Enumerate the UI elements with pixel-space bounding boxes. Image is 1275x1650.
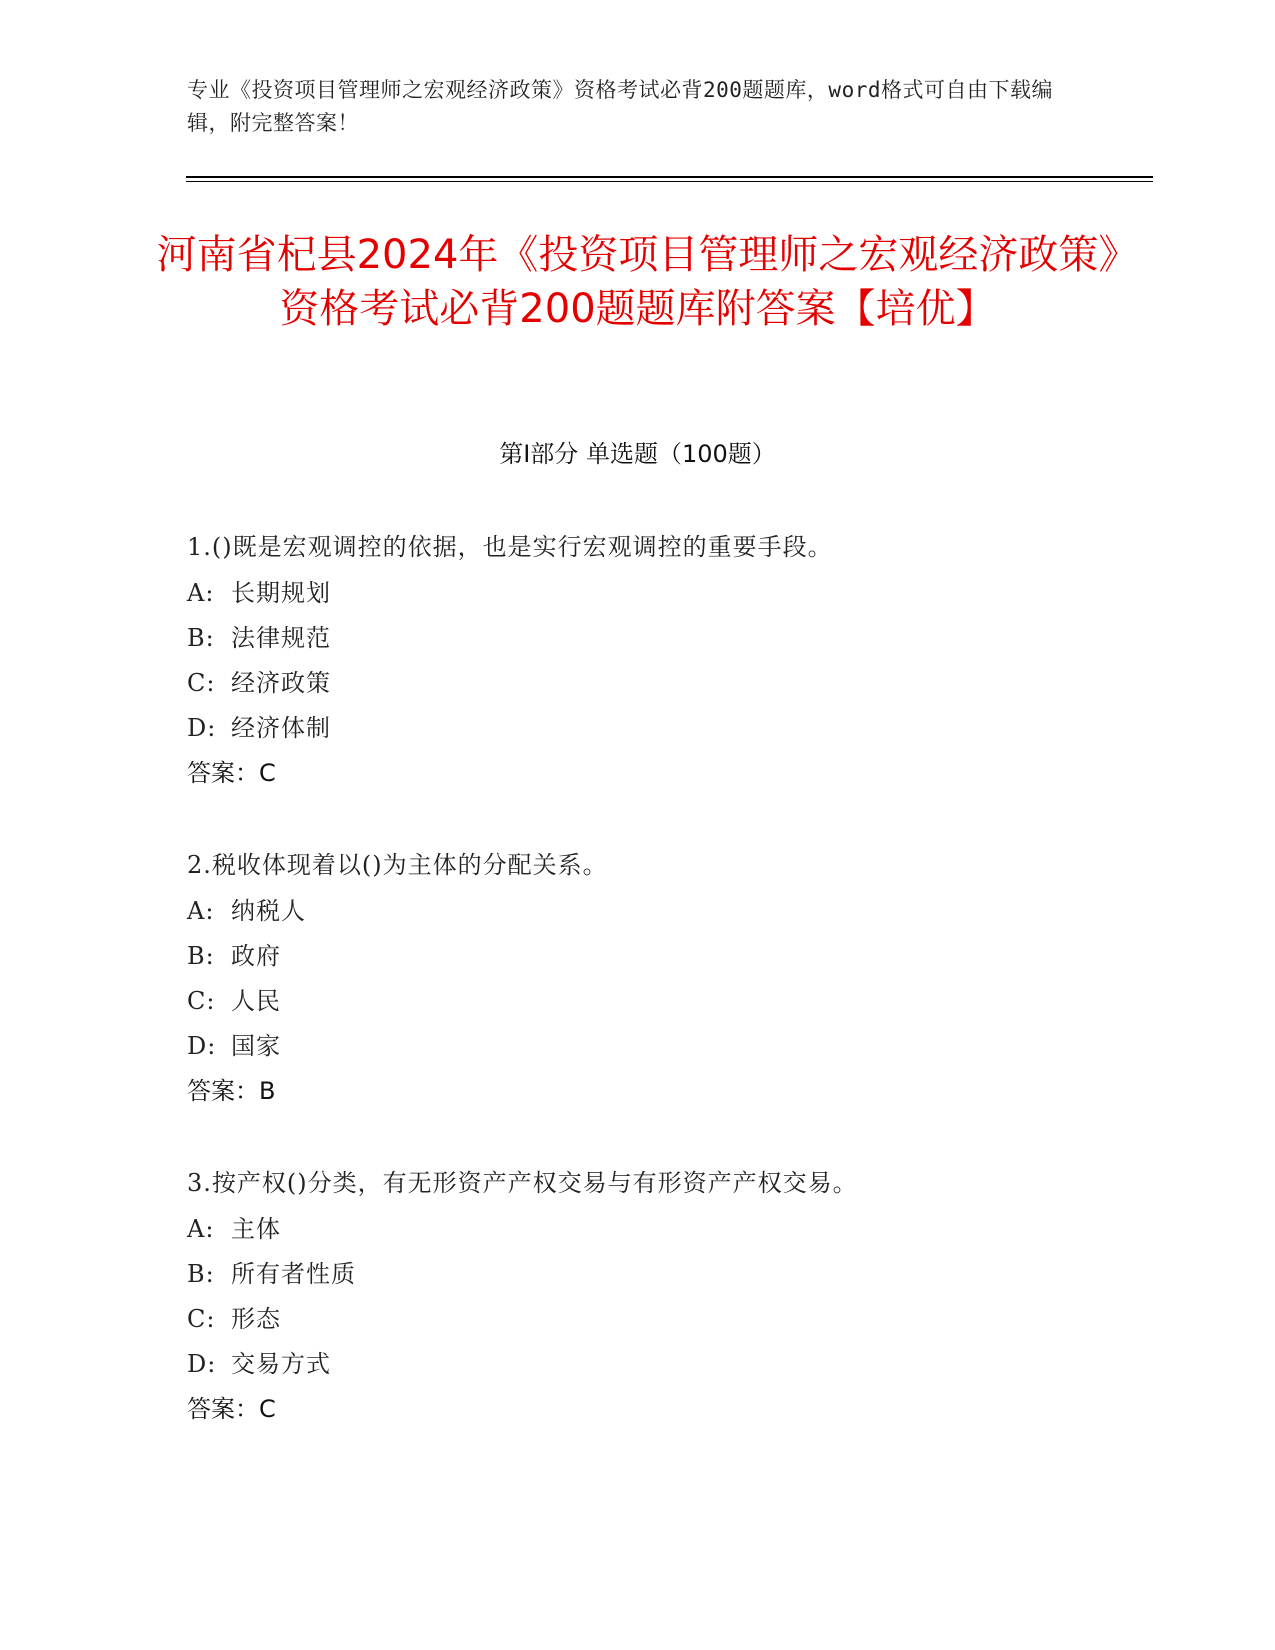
question-block <box>187 1161 1147 1431</box>
option-c <box>187 661 1147 706</box>
option-key: A: <box>187 579 215 607</box>
option-text: 政府 <box>231 942 281 970</box>
answer-line: 答案：C <box>187 759 276 787</box>
answer-line: 答案：C <box>187 1395 276 1423</box>
answer-line: 答案：B <box>187 1077 276 1105</box>
option-text: 经济政策 <box>231 669 331 697</box>
header-divider-thin <box>186 181 1153 182</box>
question-stem: 2.税收体现着以()为主体的分配关系。 <box>187 851 608 879</box>
option-d <box>187 706 1147 751</box>
question-stem: 3.按产权()分类，有无形资产产权交易与有形资产产权交易。 <box>187 1169 858 1197</box>
option-c <box>187 1297 1147 1342</box>
option-text: 人民 <box>231 987 281 1015</box>
option-text: 纳税人 <box>231 897 306 925</box>
question-block <box>187 525 1147 795</box>
option-b <box>187 616 1147 661</box>
header-note: 专业《投资项目管理师之宏观经济政策》资格考试必背200题题库，word格式可自由下载编辑，附完整答案！ <box>187 78 1053 135</box>
header-divider-thick <box>186 176 1153 178</box>
option-a <box>187 1207 1147 1252</box>
option-text: 所有者性质 <box>231 1260 356 1288</box>
question-stem: 1.()既是宏观调控的依据，也是实行宏观调控的重要手段。 <box>187 533 833 561</box>
option-key: D: <box>187 714 217 742</box>
option-key: A: <box>187 897 215 925</box>
option-key: B: <box>187 942 215 970</box>
option-text: 法律规范 <box>231 624 331 652</box>
section-title: 第Ⅰ部分 单选题（100题） <box>499 440 776 468</box>
option-c <box>187 979 1147 1024</box>
option-key: D: <box>187 1350 217 1378</box>
option-text: 主体 <box>231 1215 281 1243</box>
option-key: D: <box>187 1032 217 1060</box>
option-key: C: <box>187 669 216 697</box>
option-text: 经济体制 <box>231 714 331 742</box>
option-text: 交易方式 <box>231 1350 331 1378</box>
option-d <box>187 1024 1147 1069</box>
option-key: C: <box>187 1305 216 1333</box>
document-title: 河南省杞县2024年《投资项目管理师之宏观经济政策》资格考试必背200题题库附答案【培优】 <box>156 232 1119 332</box>
option-key: B: <box>187 1260 215 1288</box>
option-d <box>187 1342 1147 1387</box>
option-key: B: <box>187 624 215 652</box>
option-text: 国家 <box>231 1032 281 1060</box>
option-key: A: <box>187 1215 215 1243</box>
question-block <box>187 843 1147 1113</box>
option-a <box>187 571 1147 616</box>
option-text: 形态 <box>231 1305 281 1333</box>
option-b <box>187 934 1147 979</box>
option-a <box>187 889 1147 934</box>
option-text: 长期规划 <box>231 579 331 607</box>
option-b <box>187 1252 1147 1297</box>
option-key: C: <box>187 987 216 1015</box>
